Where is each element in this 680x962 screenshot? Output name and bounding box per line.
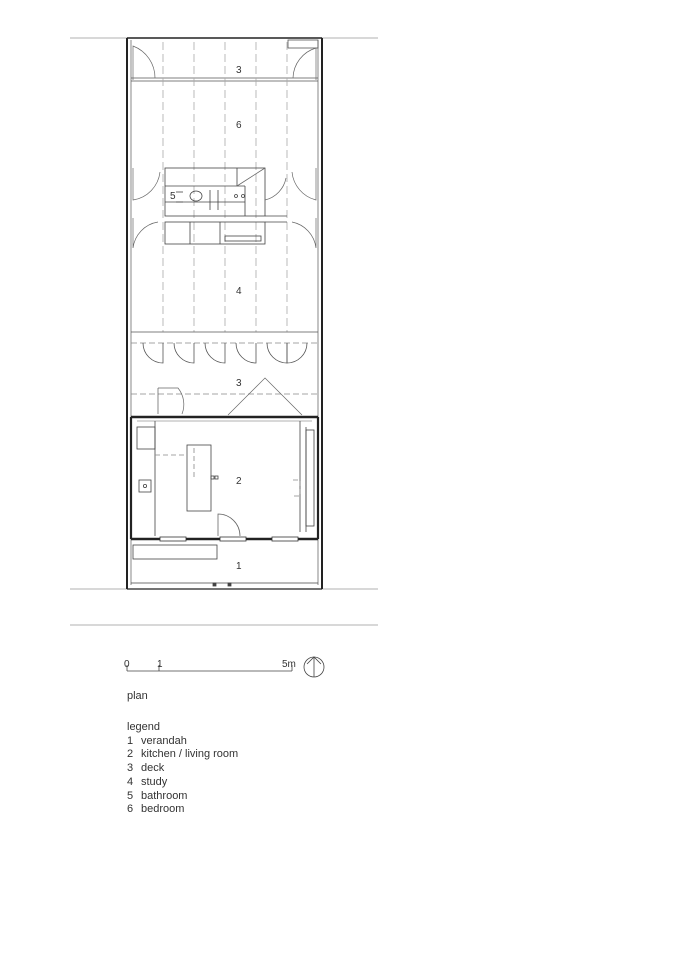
legend-item-label: bathroom <box>141 789 188 802</box>
room-label-verandah: 1 <box>236 561 242 572</box>
room-label-kitchen-living: 2 <box>236 476 242 487</box>
north-arrow-icon <box>304 657 324 677</box>
legend-item-label: bedroom <box>141 803 185 816</box>
legend-item-number: 6 <box>127 803 134 816</box>
legend-item <box>127 762 238 776</box>
room-label-deck-mid: 3 <box>236 378 242 389</box>
scale-tick-1: 1 <box>157 659 163 670</box>
room-label-bedroom: 6 <box>236 120 242 131</box>
toilet-icon <box>190 191 202 201</box>
verandah-structure <box>131 545 318 586</box>
outer-walls <box>127 38 322 589</box>
legend-item-number: 2 <box>127 748 134 761</box>
room-label-deck-north: 3 <box>236 65 242 76</box>
legend-item-number: 4 <box>127 775 134 788</box>
legend-item-label: deck <box>141 762 165 775</box>
room-label-bathroom: 5 <box>170 191 176 202</box>
bathroom-core <box>165 168 287 244</box>
room-label-study: 4 <box>236 286 242 297</box>
window-markers <box>160 537 298 541</box>
legend-item-number: 3 <box>127 762 134 775</box>
legend-title: legend <box>127 721 161 733</box>
legend-item-label: kitchen / living room <box>141 748 239 761</box>
legend-item <box>127 735 238 749</box>
mid-deck-structure <box>131 378 318 415</box>
kitchen-living-walls <box>131 417 318 539</box>
legend-item-number: 1 <box>127 734 134 747</box>
legend-item-label: study <box>141 775 168 788</box>
dashed-joist-lines <box>163 42 287 332</box>
kitchen-fixtures <box>137 421 314 536</box>
north-deck-structure <box>131 40 318 81</box>
legend-item <box>127 748 238 762</box>
legend-item-label: verandah <box>141 734 187 747</box>
scale-bar <box>127 665 292 671</box>
drawing-caption: plan <box>127 690 148 702</box>
scale-tick-0: 0 <box>124 659 130 670</box>
legend-item <box>127 803 238 817</box>
scale-tick-5m: 5m <box>282 659 296 670</box>
bedroom-study-doors <box>133 168 316 248</box>
north-deck-doors <box>133 46 316 80</box>
legend-item-number: 5 <box>127 789 134 802</box>
legend-item <box>127 790 238 804</box>
legend <box>127 721 238 817</box>
study-deck-bifold-doors <box>131 332 318 363</box>
legend-item <box>127 776 238 790</box>
